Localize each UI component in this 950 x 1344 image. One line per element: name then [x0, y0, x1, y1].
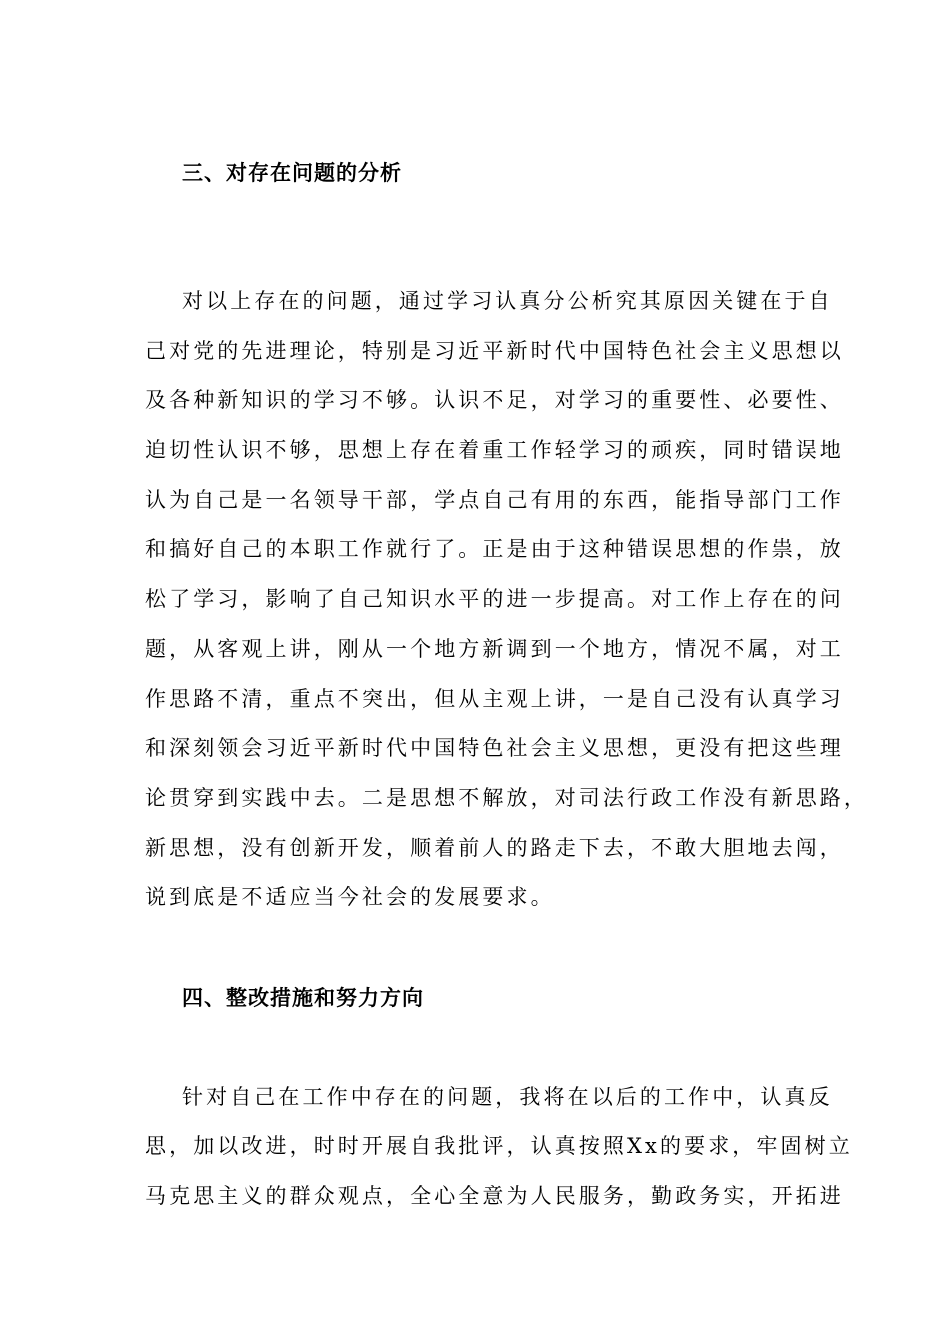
section-3-line-3: 及各种新知识的学习不够。认识不足，对学习的重要性、必要性、	[145, 388, 844, 412]
section-4-heading: 四、整改措施和努力方向	[182, 985, 424, 1010]
section-3-line-7: 松了学习，影响了自己知识水平的进一步提高。对工作上存在的问	[145, 587, 844, 611]
section-3-line-10: 和深刻领会习近平新时代中国特色社会主义思想，更没有把这些理	[145, 736, 844, 760]
section-3-line-4: 迫切性认识不够，思想上存在着重工作轻学习的顽疾，同时错误地	[145, 438, 844, 462]
section-3-line-1: 对以上存在的问题，通过学习认真分公析究其原因关键在于自	[182, 289, 833, 313]
section-4-line-1: 针对自己在工作中存在的问题，我将在以后的工作中，认真反	[182, 1085, 833, 1109]
section-3-line-13: 说到底是不适应当今社会的发展要求。	[145, 885, 555, 909]
section-3-line-11: 论贯穿到实践中去。二是思想不解放，对司法行政工作没有新思路，	[145, 786, 868, 810]
section-3-line-9: 作思路不清，重点不突出，但从主观上讲，一是自己没有认真学习	[145, 687, 844, 711]
section-3-line-2: 己对党的先进理论，特别是习近平新时代中国特色社会主义思想以	[145, 339, 844, 363]
section-3-line-5: 认为自己是一名领导干部，学点自己有用的东西，能指导部门工作	[145, 488, 844, 512]
section-3-line-12: 新思想，没有创新开发，顺着前人的路走下去，不敢大胆地去闯，	[145, 836, 844, 860]
section-3-line-6: 和搞好自己的本职工作就行了。正是由于这种错误思想的作祟，放	[145, 537, 844, 561]
section-3-line-8: 题，从客观上讲，刚从一个地方新调到一个地方，情况不属，对工	[145, 637, 844, 661]
section-3-heading: 三、对存在问题的分析	[182, 160, 402, 185]
section-4-line-3: 马克思主义的群众观点，全心全意为人民服务，勤政务实，开拓进	[145, 1184, 844, 1208]
section-4-line-2: 思，加以改进，时时开展自我批评，认真按照Xx的要求，牢固树立	[145, 1134, 853, 1158]
